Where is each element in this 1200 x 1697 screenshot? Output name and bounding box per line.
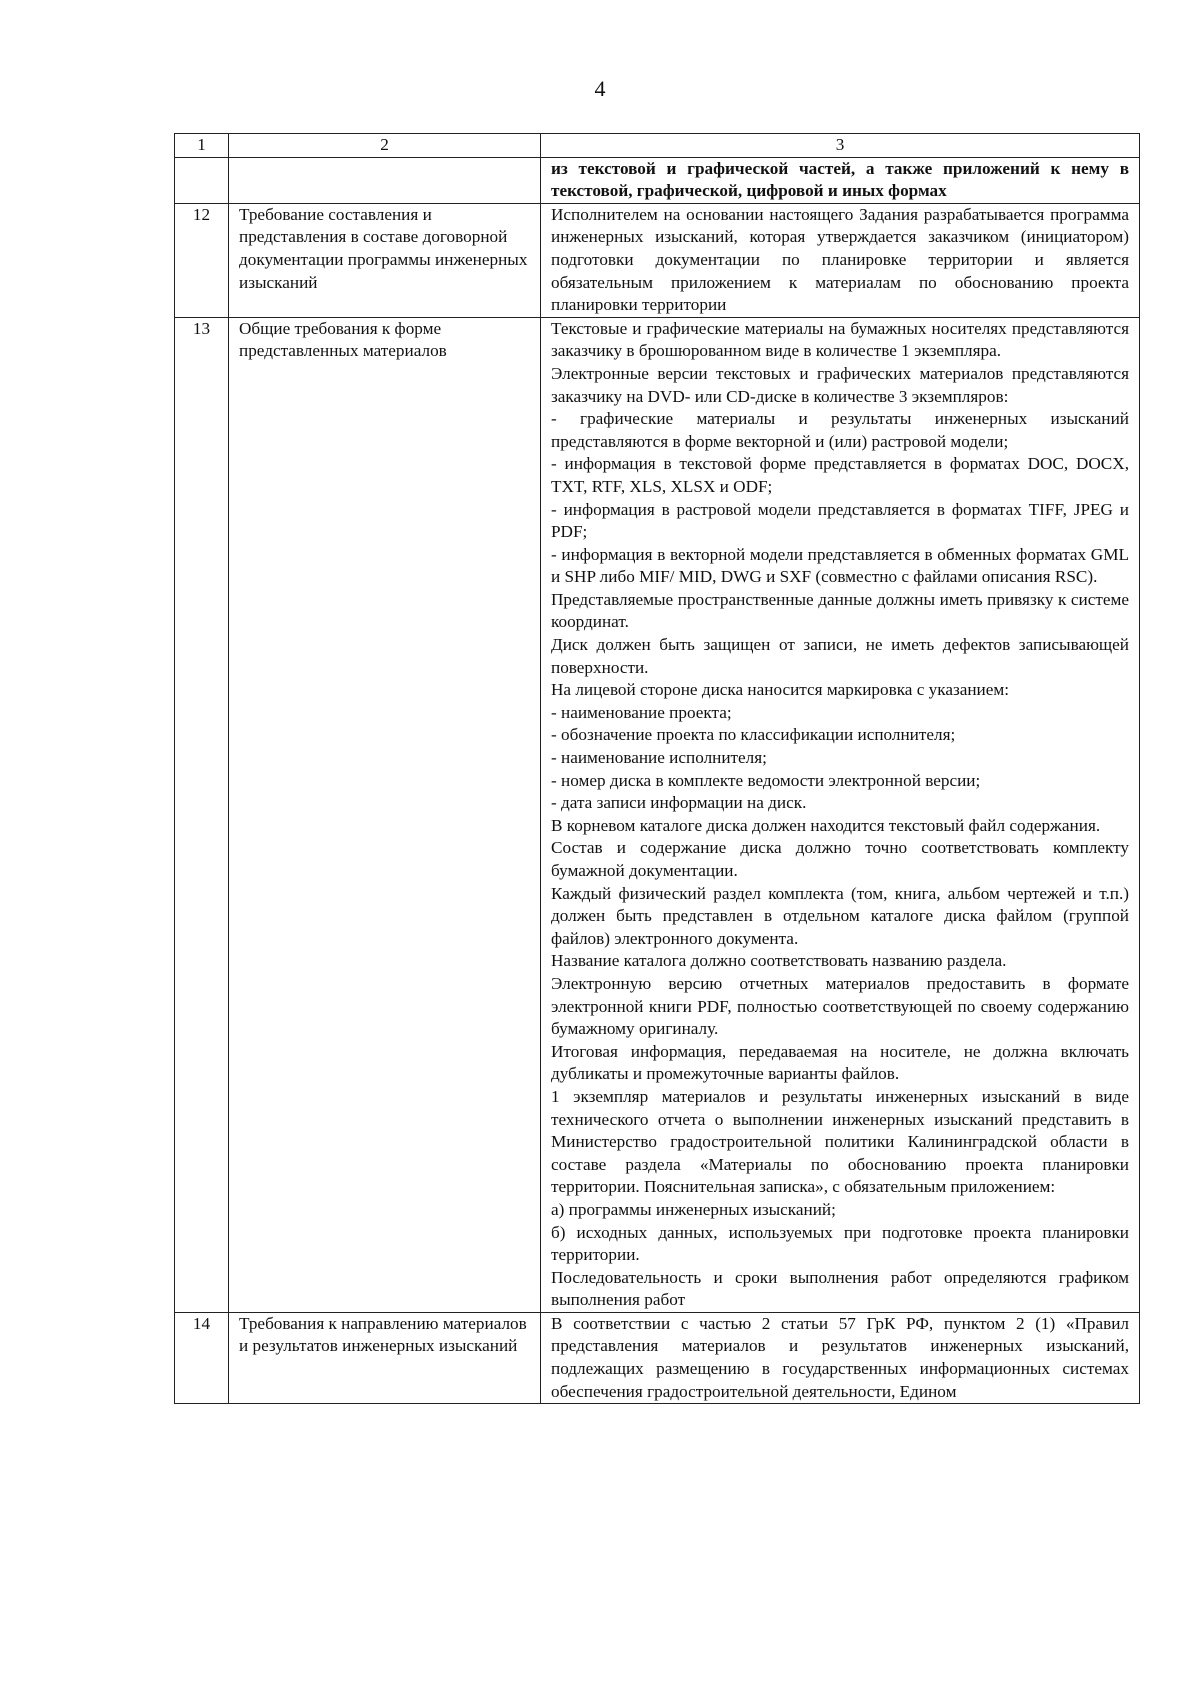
description-paragraph: Электронную версию отчетных материалов предоставить в формате электронной книги PDF, полностью соответствующей по своему содержанию бумажному оригиналу. [551,973,1129,1039]
row-number: 12 [175,203,229,317]
description-paragraph: - обозначение проекта по классификации исполнителя; [551,725,956,745]
description-paragraph: - информация в векторной модели представляется в обменных форматах GML и SHP либо MIF/ MID, DWG и SXF (совместно с файлами описания RSC). [551,544,1129,587]
requirement-description [541,317,1140,1312]
description-paragraph: - информация в растровой модели представляется в форматах TIFF, JPEG и PDF; [551,499,1129,542]
row-number: 14 [175,1312,229,1403]
requirements-table [174,133,1140,1404]
row-number: 13 [175,317,229,1312]
description-paragraph: Итоговая информация, передаваемая на носителе, не должна включать дубликаты и промежуточные варианты файлов. [551,1041,1129,1084]
column-header-2: 2 [229,134,541,158]
continuation-name-cell [229,157,541,203]
description-paragraph: Текстовые и графические материалы на бумажных носителях представляются заказчику в брошюрованном виде в количестве 1 экземпляра. [551,318,1129,361]
description-paragraph: Каждый физический раздел комплекта (том, книга, альбом чертежей и т.п.) должен быть представлен в отдельном каталоге диска файлом (группой файлов) электронного документа. [551,883,1129,948]
description-paragraph: Исполнителем на основании настоящего Задания разрабатывается программа инженерных изысканий, которая утверждается заказчиком (инициатором) подготовки документации по планировке территории и является обязательным приложением к материалам по обоснованию проекта планировки территории [551,204,1129,315]
continuation-num-cell [175,157,229,203]
description-paragraph: - дата записи информации на диск. [551,793,807,813]
table-header-row [175,134,1140,158]
description-paragraph: Электронные версии текстовых и графических материалов представляются заказчику на DVD- или CD-диске в количестве 3 экземпляров: [551,363,1129,406]
description-paragraph: - информация в текстовой форме представляется в форматах DOC, DOCX, TXT, RTF, XLS, XLSX и ODF; [551,454,1129,496]
description-paragraph: Состав и содержание диска должно точно соответствовать комплекту бумажной документации. [551,838,1129,880]
description-paragraph: В корневом каталоге диска должен находится текстовый файл содержания. [551,815,1101,835]
description-paragraph: Последовательность и сроки выполнения работ определяются графиком выполнения работ [551,1267,1129,1310]
requirement-description [541,203,1140,317]
continuation-row [175,157,1140,203]
description-paragraph: - графические материалы и результаты инженерных изысканий представляются в форме векторной и (или) растровой модели; [551,409,1129,451]
page-number: 4 [594,76,606,101]
requirement-description [541,1312,1140,1403]
continuation-text: из текстовой и графической частей, а также приложений к нему в текстовой, графической, цифровой и иных формах [541,157,1140,203]
column-header-1: 1 [175,134,229,158]
requirement-name: Требования к направлению материалов и результатов инженерных изысканий [229,1312,541,1403]
description-paragraph: На лицевой стороне диска наносится маркировка с указанием: [551,680,1010,700]
description-paragraph: Название каталога должно соответствовать названию раздела. [551,951,1007,971]
column-header-3: 3 [541,134,1140,158]
description-paragraph: б) исходных данных, используемых при подготовке проекта планировки территории. [551,1222,1129,1265]
description-paragraph: - наименование исполнителя; [551,748,767,768]
description-paragraph: Представляемые пространственные данные должны иметь привязку к системе координат. [551,589,1129,632]
description-paragraph: В соответствии с частью 2 статьи 57 ГрК РФ, пунктом 2 (1) «Правил представления материалов и результатов инженерных изысканий, подлежащих размещению в государственных информационных системах обеспечения градостроительной деятельности, Едином [551,1313,1129,1401]
description-paragraph: Диск должен быть защищен от записи, не иметь дефектов записывающей поверхности. [551,635,1129,677]
description-paragraph: - номер диска в комплекте ведомости электронной версии; [551,770,981,790]
description-paragraph: 1 экземпляр материалов и результаты инженерных изысканий в виде технического отчета о выполнении инженерных изысканий представить в Министерство градостроительной политики Калининградской области в составе раздела «Материалы по обоснованию проекта планировки территории. Пояснительная записка», с обязательным приложением: [551,1086,1129,1197]
table-row [175,317,1140,1312]
requirement-name: Требование составления и представления в составе договорной документации программы инженерных изысканий [229,203,541,317]
table-row [175,1312,1140,1403]
description-paragraph: - наименование проекта; [551,702,732,722]
requirement-name: Общие требования к форме представленных материалов [229,317,541,1312]
description-paragraph: а) программы инженерных изысканий; [551,1199,836,1219]
table-row [175,203,1140,317]
